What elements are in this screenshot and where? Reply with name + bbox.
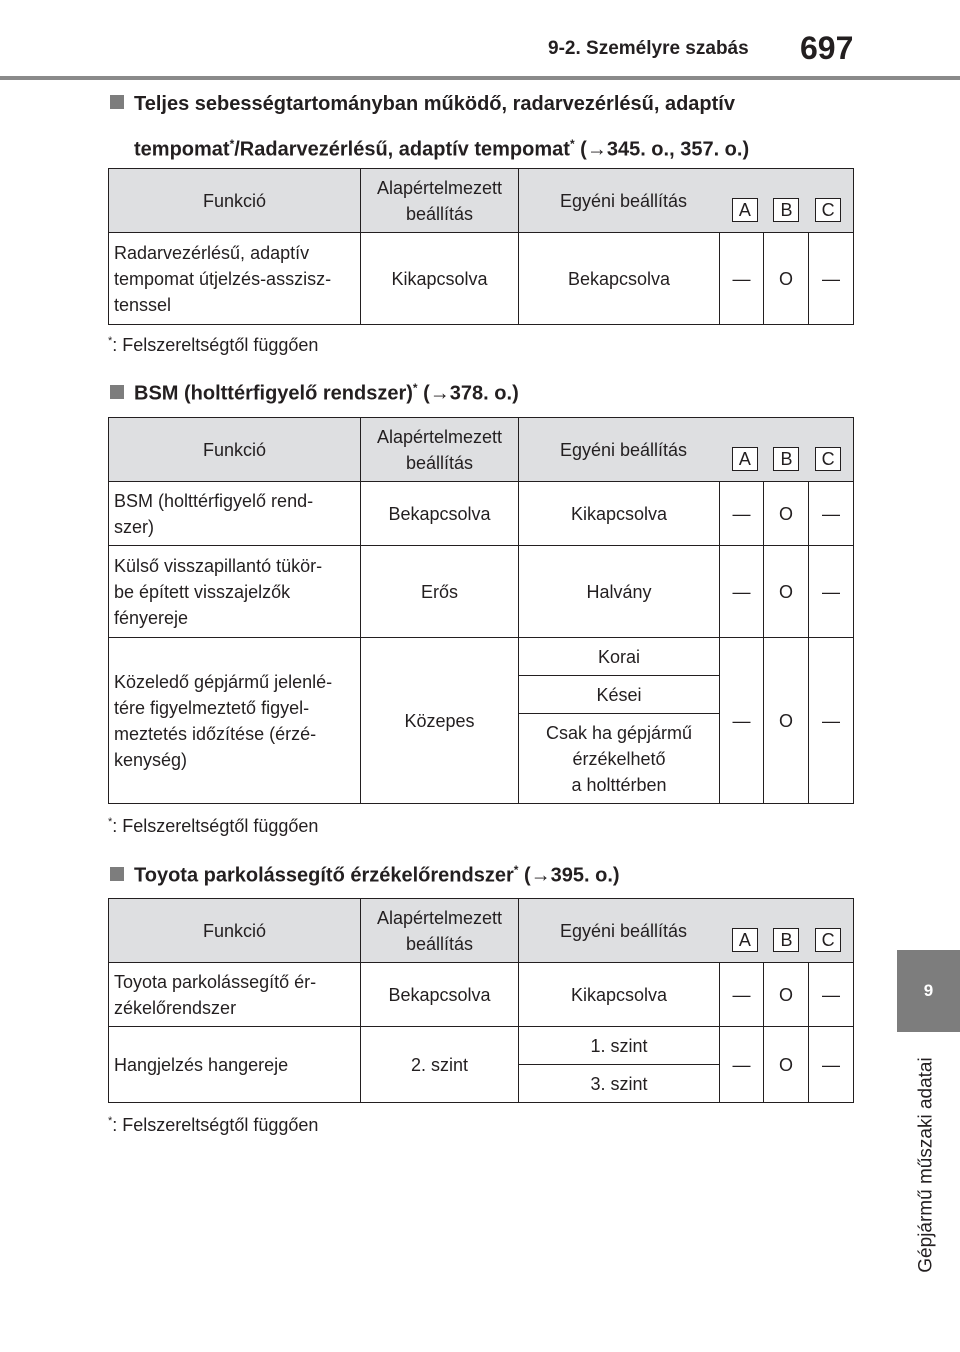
column-b-box: B xyxy=(773,198,799,222)
a-cell: — xyxy=(720,546,764,638)
footnote: *: Felszereltségtől függően xyxy=(108,335,319,355)
custom-option-cell: Csak ha gépjármű érzékelhető a holttérben xyxy=(519,714,720,804)
column-b-box: B xyxy=(773,447,799,471)
header-custom: Egyéni beállítás A B C xyxy=(519,418,854,482)
bsm-settings-table xyxy=(108,417,854,804)
acc-settings-table xyxy=(108,168,854,325)
b-cell: O xyxy=(764,963,809,1027)
square-bullet-icon xyxy=(110,385,124,399)
b-cell: O xyxy=(764,482,809,546)
function-cell: Külső visszapillantó tükör- be épített visszajelzők fényereje xyxy=(109,546,361,638)
square-bullet-icon xyxy=(110,867,124,881)
custom-option-cell: 1. szint xyxy=(519,1027,720,1065)
default-cell: 2. szint xyxy=(361,1027,519,1103)
chapter-title-vertical: Gépjármű műszaki adatai xyxy=(916,1057,937,1273)
footnote: *: Felszereltségtől függően xyxy=(108,1115,319,1135)
table-header-row xyxy=(109,418,854,482)
table-row xyxy=(109,638,854,676)
page-number: 697 xyxy=(800,30,854,66)
default-cell: Bekapcsolva xyxy=(361,482,519,546)
header-function: Funkció xyxy=(109,169,361,233)
custom-cell: Halvány xyxy=(519,546,720,638)
column-a-box: A xyxy=(732,928,758,952)
c-cell: — xyxy=(809,1027,854,1103)
c-cell: — xyxy=(809,233,854,325)
table-row xyxy=(109,963,854,1027)
default-cell: Bekapcsolva xyxy=(361,963,519,1027)
function-cell: Közeledő gépjármű jelenlé- tére figyelmeztető figyel- meztetés időzítése (érzé- kenység) xyxy=(109,638,361,804)
header-custom: Egyéni beállítás A B C xyxy=(519,169,854,233)
c-cell: — xyxy=(809,482,854,546)
column-c-box: C xyxy=(815,198,841,222)
a-cell: — xyxy=(720,638,764,804)
function-cell: Toyota parkolássegítő ér- zékelőrendszer xyxy=(109,963,361,1027)
section-title: 9-2. Személyre szabás xyxy=(548,38,749,59)
a-cell: — xyxy=(720,482,764,546)
header-function: Funkció xyxy=(109,418,361,482)
b-cell: O xyxy=(764,1027,809,1103)
header-default: Alapértelmezett beállítás xyxy=(361,899,519,963)
column-c-box: C xyxy=(815,928,841,952)
table-header-row xyxy=(109,899,854,963)
column-b-box: B xyxy=(773,928,799,952)
column-c-box: C xyxy=(815,447,841,471)
table-row xyxy=(109,233,854,325)
section-heading-parking: Toyota parkolássegítő érzékelőrendszer* (→395. o.) xyxy=(110,850,620,896)
a-cell: — xyxy=(720,963,764,1027)
function-cell: BSM (holttérfigyelő rend- szer) xyxy=(109,482,361,546)
b-cell: O xyxy=(764,638,809,804)
default-cell: Kikapcsolva xyxy=(361,233,519,325)
section-heading-acc: Teljes sebességtartományban működő, radarvezérlésű, adaptív tempomat*/Radarvezérlésű, adaptív tempomat* (→345. o., 357. o.) xyxy=(110,84,749,170)
custom-cell: Bekapcsolva xyxy=(519,233,720,325)
square-bullet-icon xyxy=(110,95,124,109)
header-default: Alapértelmezett beállítás xyxy=(361,169,519,233)
header-divider xyxy=(0,76,960,80)
b-cell: O xyxy=(764,233,809,325)
default-cell: Közepes xyxy=(361,638,519,804)
section-heading-bsm: BSM (holttérfigyelő rendszer)* (→378. o.) xyxy=(110,368,519,414)
c-cell: — xyxy=(809,638,854,804)
header-default: Alapértelmezett beállítás xyxy=(361,418,519,482)
table-row xyxy=(109,1027,854,1065)
custom-option-cell: Korai xyxy=(519,638,720,676)
custom-cell: Kikapcsolva xyxy=(519,963,720,1027)
header-function: Funkció xyxy=(109,899,361,963)
b-cell: O xyxy=(764,546,809,638)
custom-cell: Kikapcsolva xyxy=(519,482,720,546)
default-cell: Erős xyxy=(361,546,519,638)
c-cell: — xyxy=(809,963,854,1027)
parking-settings-table xyxy=(108,898,854,1103)
custom-option-cell: 3. szint xyxy=(519,1065,720,1103)
table-row xyxy=(109,482,854,546)
column-a-box: A xyxy=(732,447,758,471)
chapter-tab: 9 xyxy=(897,950,960,1032)
column-a-box: A xyxy=(732,198,758,222)
custom-option-cell: Kései xyxy=(519,676,720,714)
a-cell: — xyxy=(720,233,764,325)
table-header-row xyxy=(109,169,854,233)
footnote: *: Felszereltségtől függően xyxy=(108,816,319,836)
a-cell: — xyxy=(720,1027,764,1103)
table-row xyxy=(109,546,854,638)
function-cell: Radarvezérlésű, adaptív tempomat útjelzés-asszisz- tenssel xyxy=(109,233,361,325)
function-cell: Hangjelzés hangereje xyxy=(109,1027,361,1103)
c-cell: — xyxy=(809,546,854,638)
header-custom: Egyéni beállítás A B C xyxy=(519,899,854,963)
